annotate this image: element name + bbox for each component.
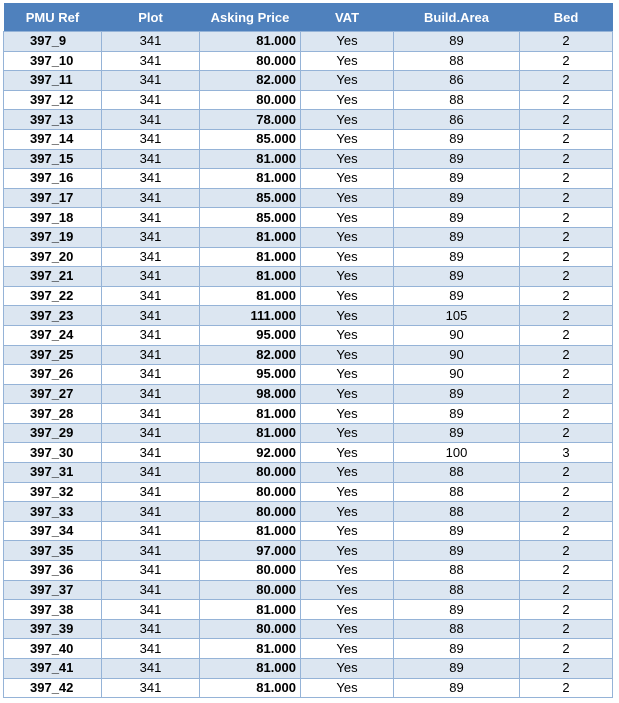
plot-cell: 341 bbox=[102, 286, 200, 306]
plot-cell: 341 bbox=[102, 502, 200, 522]
pmu-ref-cell: 397_28 bbox=[4, 404, 102, 424]
table-row bbox=[4, 423, 613, 443]
header-build-area: Build.Area bbox=[394, 3, 520, 32]
build-area-cell: 88 bbox=[394, 51, 520, 71]
build-area-cell: 89 bbox=[394, 541, 520, 561]
property-table-container bbox=[3, 3, 612, 698]
pmu-ref-cell: 397_37 bbox=[4, 580, 102, 600]
bed-cell: 2 bbox=[520, 561, 613, 581]
bed-cell: 2 bbox=[520, 619, 613, 639]
asking-price-cell: 81.000 bbox=[200, 639, 301, 659]
bed-cell: 2 bbox=[520, 169, 613, 189]
table-row bbox=[4, 149, 613, 169]
vat-cell: Yes bbox=[301, 345, 394, 365]
pmu-ref-cell: 397_9 bbox=[4, 32, 102, 52]
vat-cell: Yes bbox=[301, 188, 394, 208]
table-row bbox=[4, 267, 613, 287]
asking-price-cell: 80.000 bbox=[200, 561, 301, 581]
vat-cell: Yes bbox=[301, 521, 394, 541]
vat-cell: Yes bbox=[301, 208, 394, 228]
table-row bbox=[4, 384, 613, 404]
pmu-ref-cell: 397_13 bbox=[4, 110, 102, 130]
table-row bbox=[4, 502, 613, 522]
build-area-cell: 89 bbox=[394, 129, 520, 149]
build-area-cell: 89 bbox=[394, 384, 520, 404]
bed-cell: 2 bbox=[520, 306, 613, 326]
build-area-cell: 100 bbox=[394, 443, 520, 463]
build-area-cell: 89 bbox=[394, 521, 520, 541]
asking-price-cell: 85.000 bbox=[200, 208, 301, 228]
vat-cell: Yes bbox=[301, 227, 394, 247]
plot-cell: 341 bbox=[102, 51, 200, 71]
table-row bbox=[4, 404, 613, 424]
vat-cell: Yes bbox=[301, 619, 394, 639]
plot-cell: 341 bbox=[102, 443, 200, 463]
asking-price-cell: 78.000 bbox=[200, 110, 301, 130]
asking-price-cell: 81.000 bbox=[200, 227, 301, 247]
pmu-ref-cell: 397_41 bbox=[4, 659, 102, 679]
table-row bbox=[4, 110, 613, 130]
pmu-ref-cell: 397_29 bbox=[4, 423, 102, 443]
bed-cell: 2 bbox=[520, 110, 613, 130]
bed-cell: 2 bbox=[520, 463, 613, 483]
header-vat: VAT bbox=[301, 3, 394, 32]
bed-cell: 2 bbox=[520, 404, 613, 424]
vat-cell: Yes bbox=[301, 365, 394, 385]
asking-price-cell: 95.000 bbox=[200, 325, 301, 345]
build-area-cell: 88 bbox=[394, 90, 520, 110]
pmu-ref-cell: 397_15 bbox=[4, 149, 102, 169]
bed-cell: 2 bbox=[520, 384, 613, 404]
table-row bbox=[4, 188, 613, 208]
bed-cell: 2 bbox=[520, 580, 613, 600]
plot-cell: 341 bbox=[102, 482, 200, 502]
vat-cell: Yes bbox=[301, 659, 394, 679]
pmu-ref-cell: 397_40 bbox=[4, 639, 102, 659]
asking-price-cell: 80.000 bbox=[200, 502, 301, 522]
build-area-cell: 89 bbox=[394, 188, 520, 208]
build-area-cell: 89 bbox=[394, 659, 520, 679]
build-area-cell: 89 bbox=[394, 639, 520, 659]
plot-cell: 341 bbox=[102, 561, 200, 581]
table-row bbox=[4, 678, 613, 698]
bed-cell: 3 bbox=[520, 443, 613, 463]
pmu-ref-cell: 397_31 bbox=[4, 463, 102, 483]
asking-price-cell: 92.000 bbox=[200, 443, 301, 463]
asking-price-cell: 81.000 bbox=[200, 32, 301, 52]
build-area-cell: 88 bbox=[394, 482, 520, 502]
vat-cell: Yes bbox=[301, 443, 394, 463]
table-row bbox=[4, 71, 613, 91]
bed-cell: 2 bbox=[520, 502, 613, 522]
vat-cell: Yes bbox=[301, 32, 394, 52]
pmu-ref-cell: 397_27 bbox=[4, 384, 102, 404]
table-row bbox=[4, 51, 613, 71]
plot-cell: 341 bbox=[102, 580, 200, 600]
asking-price-cell: 81.000 bbox=[200, 247, 301, 267]
bed-cell: 2 bbox=[520, 325, 613, 345]
plot-cell: 341 bbox=[102, 267, 200, 287]
table-row bbox=[4, 227, 613, 247]
pmu-ref-cell: 397_19 bbox=[4, 227, 102, 247]
pmu-ref-cell: 397_17 bbox=[4, 188, 102, 208]
vat-cell: Yes bbox=[301, 149, 394, 169]
header-row bbox=[4, 3, 613, 32]
table-row bbox=[4, 561, 613, 581]
bed-cell: 2 bbox=[520, 600, 613, 620]
build-area-cell: 89 bbox=[394, 600, 520, 620]
pmu-ref-cell: 397_42 bbox=[4, 678, 102, 698]
plot-cell: 341 bbox=[102, 110, 200, 130]
vat-cell: Yes bbox=[301, 129, 394, 149]
pmu-ref-cell: 397_24 bbox=[4, 325, 102, 345]
table-row bbox=[4, 345, 613, 365]
asking-price-cell: 81.000 bbox=[200, 423, 301, 443]
table-row bbox=[4, 169, 613, 189]
plot-cell: 341 bbox=[102, 639, 200, 659]
vat-cell: Yes bbox=[301, 502, 394, 522]
asking-price-cell: 85.000 bbox=[200, 129, 301, 149]
header-plot: Plot bbox=[102, 3, 200, 32]
pmu-ref-cell: 397_36 bbox=[4, 561, 102, 581]
plot-cell: 341 bbox=[102, 227, 200, 247]
asking-price-cell: 81.000 bbox=[200, 169, 301, 189]
bed-cell: 2 bbox=[520, 678, 613, 698]
bed-cell: 2 bbox=[520, 247, 613, 267]
table-row bbox=[4, 286, 613, 306]
plot-cell: 341 bbox=[102, 521, 200, 541]
asking-price-cell: 81.000 bbox=[200, 267, 301, 287]
pmu-ref-cell: 397_33 bbox=[4, 502, 102, 522]
vat-cell: Yes bbox=[301, 541, 394, 561]
bed-cell: 2 bbox=[520, 208, 613, 228]
build-area-cell: 105 bbox=[394, 306, 520, 326]
header-asking-price: Asking Price bbox=[200, 3, 301, 32]
pmu-ref-cell: 397_16 bbox=[4, 169, 102, 189]
bed-cell: 2 bbox=[520, 639, 613, 659]
build-area-cell: 88 bbox=[394, 619, 520, 639]
vat-cell: Yes bbox=[301, 325, 394, 345]
table-row bbox=[4, 208, 613, 228]
asking-price-cell: 80.000 bbox=[200, 580, 301, 600]
plot-cell: 341 bbox=[102, 149, 200, 169]
bed-cell: 2 bbox=[520, 51, 613, 71]
asking-price-cell: 97.000 bbox=[200, 541, 301, 561]
pmu-ref-cell: 397_32 bbox=[4, 482, 102, 502]
asking-price-cell: 81.000 bbox=[200, 149, 301, 169]
property-table bbox=[3, 3, 613, 698]
plot-cell: 341 bbox=[102, 619, 200, 639]
plot-cell: 341 bbox=[102, 208, 200, 228]
table-body bbox=[4, 32, 613, 698]
plot-cell: 341 bbox=[102, 423, 200, 443]
build-area-cell: 88 bbox=[394, 561, 520, 581]
table-row bbox=[4, 580, 613, 600]
plot-cell: 341 bbox=[102, 90, 200, 110]
pmu-ref-cell: 397_30 bbox=[4, 443, 102, 463]
vat-cell: Yes bbox=[301, 600, 394, 620]
vat-cell: Yes bbox=[301, 404, 394, 424]
table-row bbox=[4, 463, 613, 483]
plot-cell: 341 bbox=[102, 600, 200, 620]
pmu-ref-cell: 397_12 bbox=[4, 90, 102, 110]
build-area-cell: 86 bbox=[394, 110, 520, 130]
asking-price-cell: 81.000 bbox=[200, 521, 301, 541]
pmu-ref-cell: 397_10 bbox=[4, 51, 102, 71]
pmu-ref-cell: 397_18 bbox=[4, 208, 102, 228]
plot-cell: 341 bbox=[102, 129, 200, 149]
bed-cell: 2 bbox=[520, 32, 613, 52]
vat-cell: Yes bbox=[301, 90, 394, 110]
plot-cell: 341 bbox=[102, 463, 200, 483]
asking-price-cell: 111.000 bbox=[200, 306, 301, 326]
asking-price-cell: 80.000 bbox=[200, 51, 301, 71]
build-area-cell: 88 bbox=[394, 580, 520, 600]
plot-cell: 341 bbox=[102, 404, 200, 424]
table-row bbox=[4, 306, 613, 326]
pmu-ref-cell: 397_26 bbox=[4, 365, 102, 385]
vat-cell: Yes bbox=[301, 639, 394, 659]
asking-price-cell: 81.000 bbox=[200, 678, 301, 698]
build-area-cell: 89 bbox=[394, 227, 520, 247]
asking-price-cell: 82.000 bbox=[200, 71, 301, 91]
plot-cell: 341 bbox=[102, 659, 200, 679]
plot-cell: 341 bbox=[102, 541, 200, 561]
pmu-ref-cell: 397_14 bbox=[4, 129, 102, 149]
build-area-cell: 89 bbox=[394, 32, 520, 52]
asking-price-cell: 95.000 bbox=[200, 365, 301, 385]
table-row bbox=[4, 32, 613, 52]
bed-cell: 2 bbox=[520, 365, 613, 385]
build-area-cell: 90 bbox=[394, 345, 520, 365]
bed-cell: 2 bbox=[520, 188, 613, 208]
table-header bbox=[4, 3, 613, 32]
table-row bbox=[4, 247, 613, 267]
plot-cell: 341 bbox=[102, 345, 200, 365]
bed-cell: 2 bbox=[520, 267, 613, 287]
build-area-cell: 89 bbox=[394, 208, 520, 228]
vat-cell: Yes bbox=[301, 306, 394, 326]
table-row bbox=[4, 482, 613, 502]
bed-cell: 2 bbox=[520, 345, 613, 365]
asking-price-cell: 81.000 bbox=[200, 286, 301, 306]
header-pmu-ref: PMU Ref bbox=[4, 3, 102, 32]
pmu-ref-cell: 397_22 bbox=[4, 286, 102, 306]
asking-price-cell: 80.000 bbox=[200, 90, 301, 110]
asking-price-cell: 82.000 bbox=[200, 345, 301, 365]
plot-cell: 341 bbox=[102, 247, 200, 267]
vat-cell: Yes bbox=[301, 267, 394, 287]
vat-cell: Yes bbox=[301, 482, 394, 502]
vat-cell: Yes bbox=[301, 580, 394, 600]
header-bed: Bed bbox=[520, 3, 613, 32]
table-row bbox=[4, 521, 613, 541]
bed-cell: 2 bbox=[520, 129, 613, 149]
asking-price-cell: 85.000 bbox=[200, 188, 301, 208]
vat-cell: Yes bbox=[301, 51, 394, 71]
vat-cell: Yes bbox=[301, 678, 394, 698]
build-area-cell: 89 bbox=[394, 149, 520, 169]
build-area-cell: 88 bbox=[394, 502, 520, 522]
plot-cell: 341 bbox=[102, 169, 200, 189]
bed-cell: 2 bbox=[520, 227, 613, 247]
table-row bbox=[4, 619, 613, 639]
vat-cell: Yes bbox=[301, 463, 394, 483]
bed-cell: 2 bbox=[520, 541, 613, 561]
pmu-ref-cell: 397_11 bbox=[4, 71, 102, 91]
build-area-cell: 89 bbox=[394, 169, 520, 189]
build-area-cell: 89 bbox=[394, 423, 520, 443]
pmu-ref-cell: 397_23 bbox=[4, 306, 102, 326]
vat-cell: Yes bbox=[301, 561, 394, 581]
plot-cell: 341 bbox=[102, 32, 200, 52]
plot-cell: 341 bbox=[102, 188, 200, 208]
table-row bbox=[4, 325, 613, 345]
bed-cell: 2 bbox=[520, 286, 613, 306]
asking-price-cell: 80.000 bbox=[200, 482, 301, 502]
plot-cell: 341 bbox=[102, 325, 200, 345]
pmu-ref-cell: 397_34 bbox=[4, 521, 102, 541]
table-row bbox=[4, 639, 613, 659]
pmu-ref-cell: 397_25 bbox=[4, 345, 102, 365]
bed-cell: 2 bbox=[520, 482, 613, 502]
build-area-cell: 89 bbox=[394, 678, 520, 698]
asking-price-cell: 98.000 bbox=[200, 384, 301, 404]
table-row bbox=[4, 90, 613, 110]
table-row bbox=[4, 600, 613, 620]
plot-cell: 341 bbox=[102, 384, 200, 404]
vat-cell: Yes bbox=[301, 71, 394, 91]
vat-cell: Yes bbox=[301, 286, 394, 306]
asking-price-cell: 80.000 bbox=[200, 619, 301, 639]
bed-cell: 2 bbox=[520, 521, 613, 541]
vat-cell: Yes bbox=[301, 169, 394, 189]
plot-cell: 341 bbox=[102, 306, 200, 326]
build-area-cell: 88 bbox=[394, 463, 520, 483]
bed-cell: 2 bbox=[520, 423, 613, 443]
asking-price-cell: 81.000 bbox=[200, 404, 301, 424]
pmu-ref-cell: 397_38 bbox=[4, 600, 102, 620]
build-area-cell: 90 bbox=[394, 325, 520, 345]
vat-cell: Yes bbox=[301, 247, 394, 267]
plot-cell: 341 bbox=[102, 365, 200, 385]
bed-cell: 2 bbox=[520, 659, 613, 679]
bed-cell: 2 bbox=[520, 90, 613, 110]
asking-price-cell: 80.000 bbox=[200, 463, 301, 483]
pmu-ref-cell: 397_39 bbox=[4, 619, 102, 639]
asking-price-cell: 81.000 bbox=[200, 600, 301, 620]
plot-cell: 341 bbox=[102, 71, 200, 91]
table-row bbox=[4, 365, 613, 385]
build-area-cell: 86 bbox=[394, 71, 520, 91]
vat-cell: Yes bbox=[301, 423, 394, 443]
build-area-cell: 90 bbox=[394, 365, 520, 385]
pmu-ref-cell: 397_35 bbox=[4, 541, 102, 561]
table-row bbox=[4, 443, 613, 463]
build-area-cell: 89 bbox=[394, 267, 520, 287]
build-area-cell: 89 bbox=[394, 247, 520, 267]
bed-cell: 2 bbox=[520, 149, 613, 169]
vat-cell: Yes bbox=[301, 384, 394, 404]
build-area-cell: 89 bbox=[394, 404, 520, 424]
build-area-cell: 89 bbox=[394, 286, 520, 306]
table-row bbox=[4, 659, 613, 679]
pmu-ref-cell: 397_21 bbox=[4, 267, 102, 287]
asking-price-cell: 81.000 bbox=[200, 659, 301, 679]
table-row bbox=[4, 129, 613, 149]
bed-cell: 2 bbox=[520, 71, 613, 91]
table-row bbox=[4, 541, 613, 561]
pmu-ref-cell: 397_20 bbox=[4, 247, 102, 267]
plot-cell: 341 bbox=[102, 678, 200, 698]
vat-cell: Yes bbox=[301, 110, 394, 130]
